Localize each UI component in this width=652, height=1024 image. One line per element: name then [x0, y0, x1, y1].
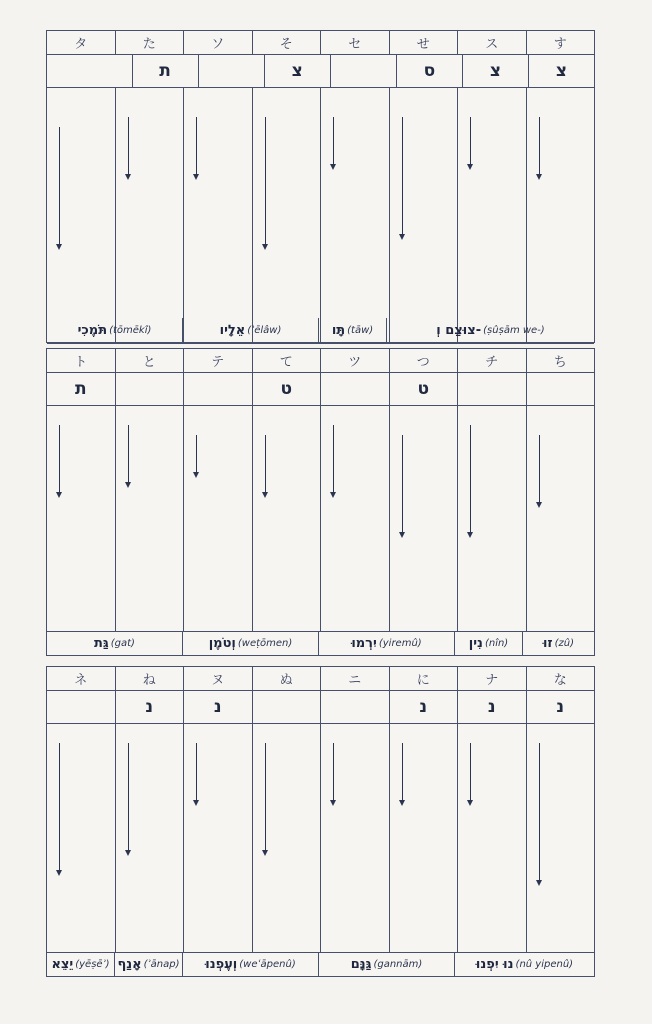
down-arrow-icon [128, 743, 129, 853]
hebrew-letter-cell: ת [133, 54, 199, 87]
header-kana-cell: に [390, 667, 459, 690]
stroke-diagram-cell [527, 723, 595, 952]
header-kana-cell: ソ [184, 31, 253, 54]
table-panel-ta-su [46, 30, 595, 343]
example-word [47, 631, 183, 655]
hebrew-letter-row [47, 690, 594, 724]
header-kana-cell: セ [321, 31, 390, 54]
example-word-hebrew: גַּנָּם [350, 956, 372, 972]
hebrew-letter-cell [527, 372, 595, 405]
stroke-diagram-cell [47, 405, 116, 631]
example-word-latin: (ṣûṣām we-) [483, 324, 545, 336]
example-word-hebrew: צוּצַם וְ- [436, 322, 482, 338]
stroke-diagram-cell [253, 723, 322, 952]
down-arrow-icon [59, 127, 60, 247]
stroke-diagram-cell [47, 87, 116, 343]
hebrew-letter-cell: נ [116, 690, 185, 723]
example-word [115, 952, 183, 976]
header-kana-cell: そ [253, 31, 322, 54]
example-word [319, 318, 387, 342]
example-word [183, 631, 319, 655]
hebrew-letter-cell: צ [463, 54, 529, 87]
header-kana-row [47, 349, 594, 373]
down-arrow-icon [402, 117, 403, 237]
example-word [47, 318, 183, 342]
stroke-diagram-row [47, 87, 594, 344]
example-word-latin: (yiremû) [378, 637, 422, 649]
header-kana-cell: ト [47, 349, 116, 372]
down-arrow-icon [470, 425, 471, 535]
stroke-diagram-cell [527, 87, 595, 343]
hebrew-letter-row [47, 372, 594, 406]
hebrew-letter-cell [47, 690, 116, 723]
hebrew-letter-cell: ט [253, 372, 322, 405]
example-words-row [47, 318, 594, 342]
hebrew-letter-cell [253, 690, 322, 723]
stroke-diagram-cell [116, 723, 185, 952]
down-arrow-icon [196, 117, 197, 177]
example-word-latin: (ʾēlâw) [247, 324, 282, 336]
hebrew-letter-cell [321, 690, 390, 723]
example-words-row [47, 631, 594, 655]
stroke-diagram-cell [184, 723, 253, 952]
stroke-diagram-cell [116, 405, 185, 631]
stroke-diagram-cell [47, 723, 116, 952]
example-words-row [47, 952, 594, 976]
hebrew-letter-cell [47, 54, 133, 87]
example-word-latin: (weṭōmen) [237, 637, 293, 649]
header-kana-row [47, 31, 594, 55]
stroke-diagram-cell [458, 87, 527, 343]
example-word [319, 952, 455, 976]
hebrew-letter-cell: נ [184, 690, 253, 723]
example-word [183, 952, 319, 976]
example-word-latin: (zû) [554, 637, 575, 649]
header-kana-cell: ち [553, 355, 567, 370]
down-arrow-icon [539, 117, 540, 177]
down-arrow-icon [265, 117, 266, 247]
example-word-hebrew: וְטֹמֶן [208, 635, 236, 651]
example-word-latin: (weʿāpenû) [239, 958, 296, 970]
example-word [523, 631, 594, 655]
hebrew-letter-cell [321, 372, 390, 405]
header-kana-cell: ス [458, 31, 527, 54]
stroke-diagram-cell [390, 723, 459, 952]
down-arrow-icon [196, 743, 197, 803]
example-word-hebrew: תֹּמֶכִי [77, 322, 108, 338]
example-word-latin: (gannām) [373, 958, 423, 970]
header-kana-row [47, 667, 594, 691]
down-arrow-icon [59, 743, 60, 873]
example-word-hebrew: תָּו [331, 322, 346, 338]
stroke-diagram-cell [527, 405, 595, 631]
stroke-diagram-cell [458, 405, 527, 631]
down-arrow-icon [539, 743, 540, 883]
header-kana-cell: ぬ [253, 667, 322, 690]
example-word [183, 318, 319, 342]
header-kana-cell: ツ [321, 349, 390, 372]
hebrew-letter-row [47, 54, 594, 88]
down-arrow-icon [265, 743, 266, 853]
example-word-hebrew: נוּ יִפְנוּ [475, 956, 514, 972]
stroke-diagram-cell [390, 405, 459, 631]
stroke-diagram-cell [184, 87, 253, 343]
example-word-latin: (nîn) [484, 637, 509, 649]
example-word-latin: (gat) [110, 637, 135, 649]
stroke-diagram-cell [184, 405, 253, 631]
hebrew-letter-cell: ת [47, 372, 116, 405]
example-word-hebrew: נִין [468, 635, 483, 651]
stroke-diagram-cell [116, 87, 185, 343]
example-word-latin: (tōmēkî) [109, 324, 152, 336]
hebrew-letter-cell: נ [390, 690, 459, 723]
header-kana-cell: チ [458, 349, 527, 372]
header-kana-cell: ネ [47, 667, 116, 690]
header-kana-cell: た [116, 31, 185, 54]
example-word [455, 631, 523, 655]
down-arrow-icon [333, 425, 334, 495]
example-word [455, 952, 594, 976]
down-arrow-icon [539, 435, 540, 505]
example-word-hebrew: זוּ [542, 635, 553, 651]
table-panel-ne-na [46, 666, 595, 977]
header-kana-cell: す [553, 37, 567, 52]
stroke-diagram-cell [321, 405, 390, 631]
header-kana-cell: な [553, 673, 567, 688]
down-arrow-icon [333, 743, 334, 803]
header-kana-cell: と [116, 349, 185, 372]
hebrew-letter-cell [116, 372, 185, 405]
example-word-latin: (yēṣēʾ) [75, 958, 110, 970]
header-kana-cell: ね [116, 667, 185, 690]
hebrew-letter-cell: ט [390, 372, 459, 405]
example-word [387, 318, 594, 342]
header-kana-cell: テ [184, 349, 253, 372]
stroke-diagram-cell [321, 723, 390, 952]
example-word-hebrew: יִרְמוּ [351, 635, 377, 651]
header-kana-cell: て [253, 349, 322, 372]
table-panel-to-chi [46, 348, 595, 656]
example-word-latin: (nû yipenû) [515, 958, 574, 970]
down-arrow-icon [59, 425, 60, 495]
stroke-diagram-row [47, 723, 594, 953]
page [0, 0, 652, 1]
down-arrow-icon [402, 743, 403, 803]
example-word-hebrew: וְעֶפְנוּ [205, 956, 238, 972]
hebrew-letter-cell: צ [555, 60, 568, 81]
example-word-latin: (tāw) [347, 324, 374, 336]
example-word-hebrew: גַּת [94, 635, 109, 651]
hebrew-letter-cell [199, 54, 265, 87]
example-word [47, 952, 115, 976]
example-word [319, 631, 455, 655]
header-kana-cell: つ [390, 349, 459, 372]
stroke-diagram-cell [390, 87, 459, 343]
hebrew-letter-cell: צ [265, 54, 331, 87]
example-word-latin: (ʾānap) [143, 958, 180, 970]
down-arrow-icon [128, 425, 129, 485]
header-kana-cell: せ [390, 31, 459, 54]
example-word-hebrew: יֵצֵא [51, 956, 74, 972]
hebrew-letter-cell: נ [556, 696, 565, 717]
stroke-diagram-row [47, 405, 594, 632]
hebrew-letter-cell [184, 372, 253, 405]
down-arrow-icon [265, 435, 266, 495]
down-arrow-icon [402, 435, 403, 535]
down-arrow-icon [470, 743, 471, 803]
hebrew-letter-cell: ס [397, 54, 463, 87]
stroke-diagram-cell [458, 723, 527, 952]
header-kana-cell: ニ [321, 667, 390, 690]
header-kana-cell: タ [47, 31, 116, 54]
hebrew-letter-cell: נ [458, 690, 527, 723]
header-kana-cell: ヌ [184, 667, 253, 690]
down-arrow-icon [333, 117, 334, 167]
hebrew-letter-cell [331, 54, 397, 87]
hebrew-letter-cell [458, 372, 527, 405]
stroke-diagram-cell [321, 87, 390, 343]
down-arrow-icon [128, 117, 129, 177]
stroke-diagram-cell [253, 87, 322, 343]
example-word-hebrew: אָנַף [117, 956, 142, 972]
down-arrow-icon [470, 117, 471, 167]
stroke-diagram-cell [253, 405, 322, 631]
example-word-hebrew: אֵלָיו [219, 322, 246, 338]
down-arrow-icon [196, 435, 197, 475]
header-kana-cell: ナ [458, 667, 527, 690]
